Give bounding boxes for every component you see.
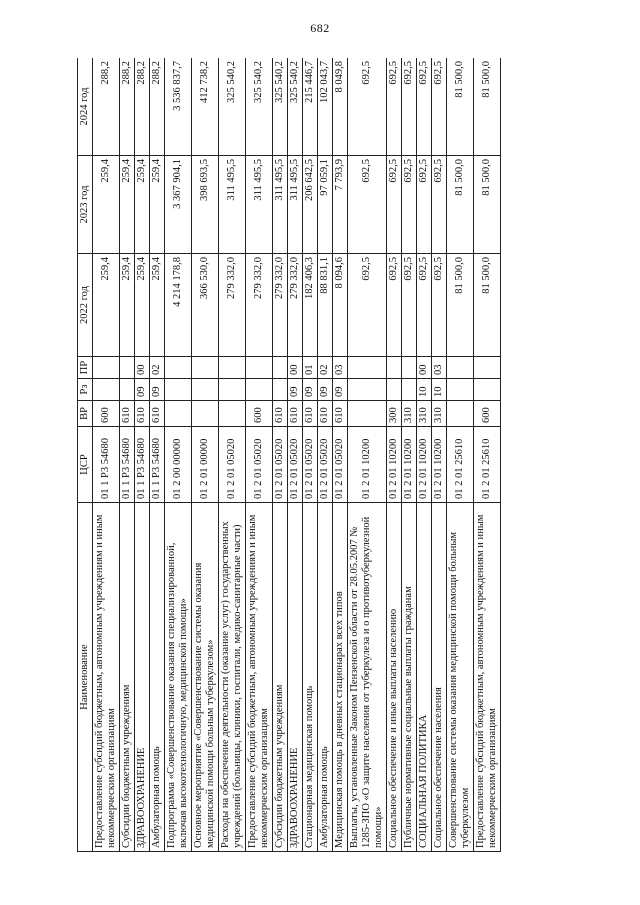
vr-cell [219,401,246,427]
table-row [150,58,165,852]
vr-cell [447,401,474,427]
value-2022-cell: 88 831,1 [318,254,333,357]
value-2024-cell: 288,2 [150,58,165,156]
value-2023-cell: 311 495,5 [273,156,288,254]
value-2024-cell: 8 049,8 [333,58,348,156]
value-2024-cell: 288,2 [120,58,135,156]
table-row [219,58,246,852]
value-2024-cell: 325 540,2 [273,58,288,156]
value-2023-cell: 311 495,5 [246,156,273,254]
table-row [432,58,447,852]
rz-cell [387,379,402,401]
pr-cell [219,357,246,379]
table-row [246,58,273,852]
value-2023-cell: 97 059,1 [318,156,333,254]
vr-cell: 310 [417,401,432,427]
pr-cell [402,357,417,379]
value-2022-cell: 8 094,6 [333,254,348,357]
header-name: Наименование [78,503,93,852]
csr-cell: 01 2 01 00000 [192,427,219,503]
vr-cell: 610 [150,401,165,427]
pr-cell [93,357,120,379]
pr-cell [474,357,501,379]
value-2022-cell: 692,5 [402,254,417,357]
vr-cell: 610 [273,401,288,427]
csr-cell: 01 2 01 10200 [387,427,402,503]
table-row [333,58,348,852]
value-2022-cell: 279 332,0 [273,254,288,357]
rotated-table-area [77,58,560,852]
name-cell: Амбулаторная помощь [150,503,165,852]
rz-cell: 09 [288,379,303,401]
table-row [387,58,402,852]
csr-cell: 01 1 Р3 54680 [93,427,120,503]
rotated-table-container [77,58,560,852]
rz-cell: 09 [303,379,318,401]
vr-cell: 610 [120,401,135,427]
rz-cell: 09 [318,379,333,401]
pr-cell: 00 [135,357,150,379]
value-2023-cell: 259,4 [150,156,165,254]
csr-cell: 01 2 01 25610 [474,427,501,503]
vr-cell: 600 [246,401,273,427]
vr-cell: 610 [288,401,303,427]
pr-cell [273,357,288,379]
pr-cell: 03 [333,357,348,379]
table-row [447,58,474,852]
value-2024-cell: 692,5 [387,58,402,156]
header-2024: 2024 год [78,58,93,156]
name-cell: Выплаты, установленные Законом Пензенской области от 28.05.2007 № 1285-ЗПО «О защите населения от туберкулеза и о противотуберкулезной помощи» [348,503,387,852]
csr-cell: 01 2 01 10200 [348,427,387,503]
value-2023-cell: 692,5 [432,156,447,254]
pr-cell: 03 [432,357,447,379]
value-2022-cell: 4 214 178,8 [165,254,192,357]
rz-cell [120,379,135,401]
rz-cell: 09 [135,379,150,401]
rz-cell: 09 [333,379,348,401]
value-2023-cell: 206 642,5 [303,156,318,254]
value-2024-cell: 3 536 837,7 [165,58,192,156]
pr-cell: 01 [303,357,318,379]
value-2022-cell: 259,4 [93,254,120,357]
vr-cell: 600 [474,401,501,427]
table-header [78,58,93,852]
pr-cell [165,357,192,379]
name-cell: Субсидии бюджетным учреждениям [120,503,135,852]
value-2023-cell: 259,4 [120,156,135,254]
value-2024-cell: 102 043,7 [318,58,333,156]
value-2022-cell: 279 332,0 [219,254,246,357]
vr-cell [348,401,387,427]
header-row [78,58,93,852]
value-2022-cell: 279 332,0 [288,254,303,357]
vr-cell [192,401,219,427]
rz-cell [474,379,501,401]
budget-table [77,58,501,852]
rz-cell [246,379,273,401]
value-2024-cell: 81 500,0 [474,58,501,156]
table-row [93,58,120,852]
rz-cell [402,379,417,401]
name-cell: Подпрограмма «Совершенствование оказания специализированной, включая высокотехнологичную, медицинской помощи» [165,503,192,852]
pr-cell: 02 [318,357,333,379]
vr-cell: 610 [333,401,348,427]
table-row [273,58,288,852]
name-cell: Социальное обеспечение и иные выплаты населению [387,503,402,852]
value-2024-cell: 288,2 [135,58,150,156]
value-2022-cell: 81 500,0 [447,254,474,357]
table-row [474,58,501,852]
csr-cell: 01 2 01 05020 [246,427,273,503]
value-2022-cell: 692,5 [432,254,447,357]
table-row [120,58,135,852]
rz-cell [165,379,192,401]
name-cell: Совершенствование системы оказания медицинской помощи больным туберкулезом [447,503,474,852]
pr-cell [120,357,135,379]
value-2023-cell: 3 367 904,1 [165,156,192,254]
rz-cell [93,379,120,401]
value-2023-cell: 81 500,0 [474,156,501,254]
name-cell: Предоставление субсидий бюджетным, автономным учреждениям и иным некоммерческим организациям [246,503,273,852]
value-2024-cell: 692,5 [402,58,417,156]
value-2023-cell: 311 495,5 [288,156,303,254]
value-2023-cell: 259,4 [93,156,120,254]
vr-cell: 300 [387,401,402,427]
pr-cell [246,357,273,379]
csr-cell: 01 2 01 05020 [219,427,246,503]
csr-cell: 01 2 00 00000 [165,427,192,503]
vr-cell [165,401,192,427]
name-cell: Медицинская помощь в дневных стационарах всех типов [333,503,348,852]
vr-cell: 610 [303,401,318,427]
value-2024-cell: 81 500,0 [447,58,474,156]
rz-cell [447,379,474,401]
rz-cell [273,379,288,401]
value-2022-cell: 259,4 [150,254,165,357]
name-cell: Предоставление субсидий бюджетным, автономным учреждениям и иным некоммерческим организациям [93,503,120,852]
value-2023-cell: 398 693,5 [192,156,219,254]
name-cell: Предоставление субсидий бюджетным, автономным учреждениям и иным некоммерческим организациям [474,503,501,852]
rz-cell: 09 [150,379,165,401]
pr-cell: 00 [417,357,432,379]
value-2023-cell: 692,5 [402,156,417,254]
rz-cell: 10 [417,379,432,401]
vr-cell: 600 [93,401,120,427]
value-2024-cell: 412 738,2 [192,58,219,156]
value-2023-cell: 692,5 [348,156,387,254]
value-2024-cell: 692,5 [348,58,387,156]
value-2024-cell: 215 446,7 [303,58,318,156]
value-2022-cell: 692,5 [417,254,432,357]
value-2022-cell: 182 406,3 [303,254,318,357]
csr-cell: 01 1 Р3 54680 [120,427,135,503]
csr-cell: 01 2 01 25610 [447,427,474,503]
table-row [318,58,333,852]
name-cell: ЗДРАВООХРАНЕНИЕ [135,503,150,852]
csr-cell: 01 2 01 10200 [417,427,432,503]
value-2024-cell: 288,2 [93,58,120,156]
csr-cell: 01 2 01 05020 [288,427,303,503]
value-2022-cell: 279 332,0 [246,254,273,357]
value-2023-cell: 692,5 [387,156,402,254]
name-cell: СОЦИАЛЬНАЯ ПОЛИТИКА [417,503,432,852]
header-2022: 2022 год [78,254,93,357]
name-cell: Социальное обеспечение населения [432,503,447,852]
value-2024-cell: 325 540,2 [246,58,273,156]
table-row [402,58,417,852]
pr-cell [348,357,387,379]
csr-cell: 01 2 01 10200 [402,427,417,503]
name-cell: Субсидии бюджетным учреждениям [273,503,288,852]
vr-cell: 310 [402,401,417,427]
value-2023-cell: 259,4 [135,156,150,254]
rz-cell [219,379,246,401]
page-number: 682 [310,21,330,35]
pr-cell: 02 [150,357,165,379]
header-pr: ПР [78,357,93,379]
value-2022-cell: 692,5 [387,254,402,357]
table-row [192,58,219,852]
value-2024-cell: 325 540,2 [288,58,303,156]
header-2023: 2023 год [78,156,93,254]
table-row [165,58,192,852]
pr-cell [192,357,219,379]
table-row [288,58,303,852]
value-2023-cell: 311 495,5 [219,156,246,254]
value-2023-cell: 7 793,9 [333,156,348,254]
value-2022-cell: 259,4 [120,254,135,357]
csr-cell: 01 1 Р3 54680 [135,427,150,503]
pr-cell [387,357,402,379]
pr-cell [447,357,474,379]
value-2024-cell: 692,5 [432,58,447,156]
rz-cell [192,379,219,401]
value-2022-cell: 366 530,0 [192,254,219,357]
csr-cell: 01 2 01 05020 [333,427,348,503]
csr-cell: 01 2 01 05020 [303,427,318,503]
table-row [303,58,318,852]
value-2023-cell: 81 500,0 [447,156,474,254]
value-2023-cell: 692,5 [417,156,432,254]
vr-cell: 610 [318,401,333,427]
name-cell: Стационарная медицинская помощь [303,503,318,852]
csr-cell: 01 2 01 05020 [318,427,333,503]
header-rz: Рз [78,379,93,401]
name-cell: Публичные нормативные социальные выплаты гражданам [402,503,417,852]
rz-cell: 10 [432,379,447,401]
table-body [93,58,501,852]
value-2022-cell: 692,5 [348,254,387,357]
value-2022-cell: 259,4 [135,254,150,357]
name-cell: Амбулаторная помощь [318,503,333,852]
header-vr: ВР [78,401,93,427]
csr-cell: 01 2 01 10200 [432,427,447,503]
table-row [348,58,387,852]
table-row [417,58,432,852]
rz-cell [348,379,387,401]
csr-cell: 01 1 Р3 54680 [150,427,165,503]
value-2024-cell: 325 540,2 [219,58,246,156]
name-cell: Основное мероприятие «Совершенствование системы оказания медицинской помощи больным туберкулезом» [192,503,219,852]
vr-cell: 610 [135,401,150,427]
header-csr: ЦСР [78,427,93,503]
name-cell: Расходы на обеспечение деятельности (оказание услуг) государственных учреждений (больницы, клиники, госпитали, медико-санитарные части) [219,503,246,852]
value-2022-cell: 81 500,0 [474,254,501,357]
pr-cell: 00 [288,357,303,379]
value-2024-cell: 692,5 [417,58,432,156]
csr-cell: 01 2 01 05020 [273,427,288,503]
name-cell: ЗДРАВООХРАНЕНИЕ [288,503,303,852]
vr-cell: 310 [432,401,447,427]
table-row [135,58,150,852]
